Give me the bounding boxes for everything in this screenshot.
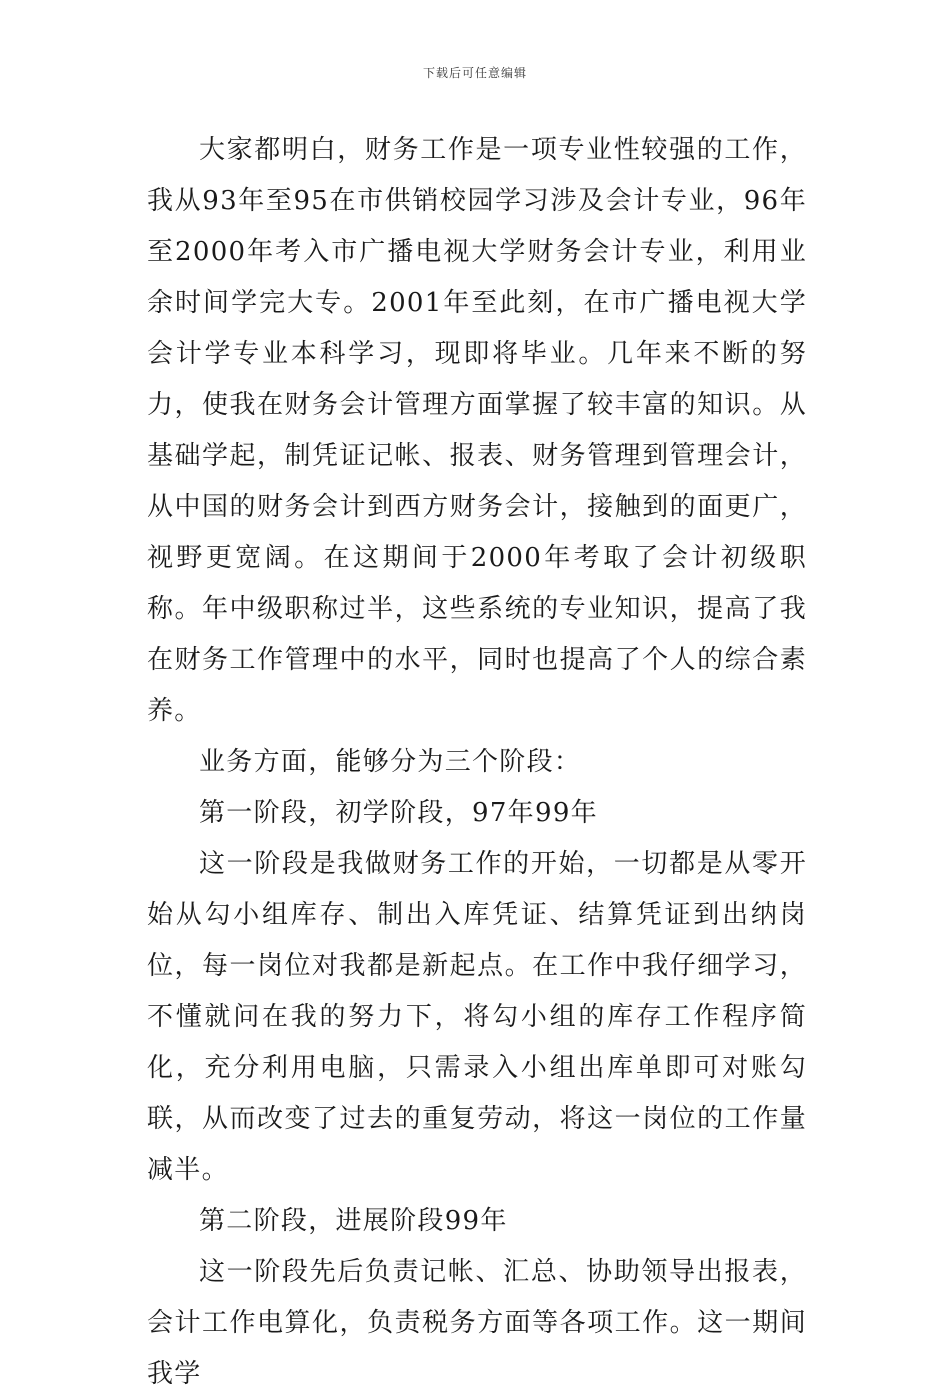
paragraph-business-intro: 业务方面，能够分为三个阶段： bbox=[199, 747, 582, 777]
paragraph-education: 大家都明白，财务工作是一项专业性较强的工作，我从93年至95在市供销校园学习涉及会计专业，96年至2000年考入市广播电视大学财务会计专业，利用业余时间学完大专。2001年至此刻，在市广播电视大学会计学专业本科学习，现即将毕业。几年来不断的努力，使我在财务会计管理方面掌握了较丰富的知识。从基础学起，制凭证记帐、报表、财务管理到管理会计，从中国的财务会计到西方财务会计，接触到的面更广，视野更宽阔。在这期间于2000年考取了会计初级职称。年中级职称过半，这些系统的专业知识，提高了我在财务工作管理中的水平，同时也提高了个人的综合素养。 bbox=[147, 135, 807, 726]
body-text bbox=[147, 125, 807, 1400]
paragraph-stage-one-body: 这一阶段是我做财务工作的开始，一切都是从零开始从勾小组库存、制出入库凭证、结算凭证到出纳岗位，每一岗位对我都是新起点。在工作中我仔细学习，不懂就问在我的努力下，将勾小组的库存工作程序简化，充分利用电脑，只需录入小组出库单即可对账勾联，从而改变了过去的重复劳动，将这一岗位的工作量减半。 bbox=[147, 849, 807, 1185]
paragraph-stage-one-heading: 第一阶段，初学阶段，97年99年 bbox=[199, 798, 598, 828]
header-note: 下载后可任意编辑 bbox=[422, 66, 527, 80]
paragraph-stage-two-body: 这一阶段先后负责记帐、汇总、协助领导出报表，会计工作电算化，负责税务方面等各项工作。这一期间我学 bbox=[147, 1257, 807, 1389]
paragraph-stage-two-heading: 第二阶段，进展阶段99年 bbox=[199, 1206, 508, 1236]
